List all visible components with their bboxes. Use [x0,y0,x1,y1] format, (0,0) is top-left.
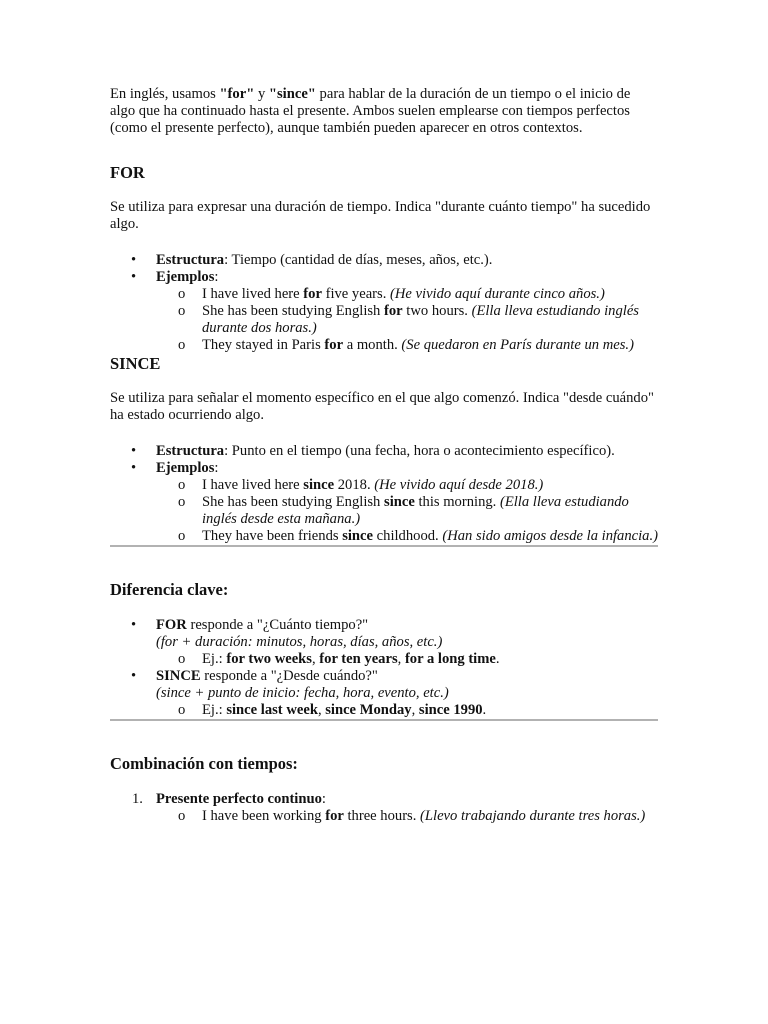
for-examples-list [156,651,658,668]
combination-list [110,791,658,825]
horizontal-divider [110,545,658,547]
example-item [156,651,658,668]
examples-label: Ejemplos [156,269,215,285]
example-text: I have lived here [202,477,304,493]
example-text: I have been working [202,808,326,824]
for-description: Se utiliza para expresar una duración de tiempo. Indica "durante cuánto tiempo" ha sucedido algo. [110,199,651,232]
example-text: 2018. [334,477,375,493]
for-examples-item [110,269,658,354]
since-description: Se utiliza para señalar el momento específico en el que algo comenzó. Indica "desde cuándo" ha estado ocurriendo algo. [110,390,654,423]
intro-paragraph [110,86,658,137]
intro-since-keyword: "since" [268,86,316,102]
difference-since-item [110,668,658,719]
example-text: five years. [321,286,391,302]
since-examples-item [110,460,658,545]
example-translation: (He vivido aquí durante cinco años.) [390,286,605,302]
difference-list [110,617,658,719]
example-phrase: for two weeks [226,651,312,667]
example-phrase: for ten years [319,651,398,667]
difference-heading: Diferencia clave: [110,580,229,599]
example-text: She has been studying English [202,303,385,319]
since-list [110,443,658,545]
tense-label: Presente perfecto continuo [156,791,322,807]
example-translation: (Llevo trabajando durante tres horas.) [420,808,646,824]
example-keyword: since [342,528,374,544]
difference-for-item [110,617,658,668]
separator: , [317,702,326,718]
structure-text: : Tiempo (cantidad de días, meses, años, etc.). [224,252,493,268]
for-keyword: FOR [156,617,187,633]
example-text: a month. [343,337,402,353]
example-text: this morning. [414,494,500,510]
example-translation: (He vivido aquí desde 2018.) [374,477,544,493]
example-translation: (Se quedaron en París durante un mes.) [401,337,634,353]
example-text: They have been friends [202,528,343,544]
example-prefix: Ej.: [202,702,227,718]
example-item [156,528,658,545]
item-number: 1. [132,791,143,807]
example-keyword: since [384,494,415,510]
example-translation: (Han sido amigos desde la infancia.) [442,528,658,544]
since-structure-item [110,443,658,460]
example-keyword: for [325,808,344,824]
combination-heading: Combinación con tiempos: [110,754,298,773]
since-heading: SINCE [110,354,161,373]
example-item [156,494,658,528]
example-phrase: since last week [226,702,318,718]
since-keyword: SINCE [156,668,201,684]
example-text: three hours. [343,808,421,824]
period: . [482,702,487,718]
example-keyword: for [303,286,322,302]
example-text: two hours. [402,303,472,319]
example-item [156,337,658,354]
since-examples-list [156,702,658,719]
example-translation: (Ella lleva estudiando inglés desde esta mañana.) [202,494,629,527]
intro-text: y [254,86,269,102]
example-keyword: for [324,337,344,353]
example-text: I have lived here [202,286,304,302]
example-item [156,808,658,825]
example-phrase: since 1990 [418,702,483,718]
document-page [110,86,658,825]
example-keyword: since [303,477,335,493]
since-note: (since + punto de inicio: fecha, hora, evento, etc.) [156,685,449,701]
intro-text: para hablar de la duración de un tiempo o el inicio de algo que ha continuado hasta el presente. Ambos suelen emplearse con tiempos perfectos (como el presente perfecto), aunque también pueden aparecer en otros contextos. [110,86,631,136]
since-examples-list [156,477,658,545]
example-item [156,702,658,719]
example-text: They stayed in Paris [202,337,325,353]
intro-for-keyword: "for" [219,86,255,102]
example-text: She has been studying English [202,494,385,510]
example-phrase: since Monday [325,702,412,718]
structure-label: Estructura [156,252,225,268]
example-translation: (Ella lleva estudiando inglés durante dos horas.) [202,303,639,336]
difference-text: responde a "¿Cuánto tiempo?" [186,617,369,633]
for-examples-list [156,286,658,354]
for-list [110,252,658,354]
examples-colon: : [214,460,219,476]
combination-examples-list [156,808,658,825]
structure-label: Estructura [156,443,225,459]
example-item [156,303,658,337]
example-text: childhood. [373,528,443,544]
for-heading: FOR [110,163,145,182]
examples-label: Ejemplos [156,460,215,476]
structure-text: : Punto en el tiempo (una fecha, hora o acontecimiento específico). [224,443,615,459]
horizontal-divider [110,719,658,721]
difference-text: responde a "¿Desde cuándo?" [200,668,378,684]
example-item [156,477,658,494]
intro-text: En inglés, usamos [110,86,220,102]
separator: , [411,702,419,718]
example-prefix: Ej.: [202,651,227,667]
period: . [495,651,500,667]
example-phrase: for a long time [404,651,496,667]
for-structure-item [110,252,658,269]
examples-colon: : [214,269,219,285]
combination-item [110,791,658,825]
example-keyword: for [384,303,403,319]
label-colon: : [321,791,326,807]
separator: , [397,651,405,667]
example-item [156,286,658,303]
separator: , [311,651,320,667]
for-note: (for + duración: minutos, horas, días, años, etc.) [156,634,443,650]
